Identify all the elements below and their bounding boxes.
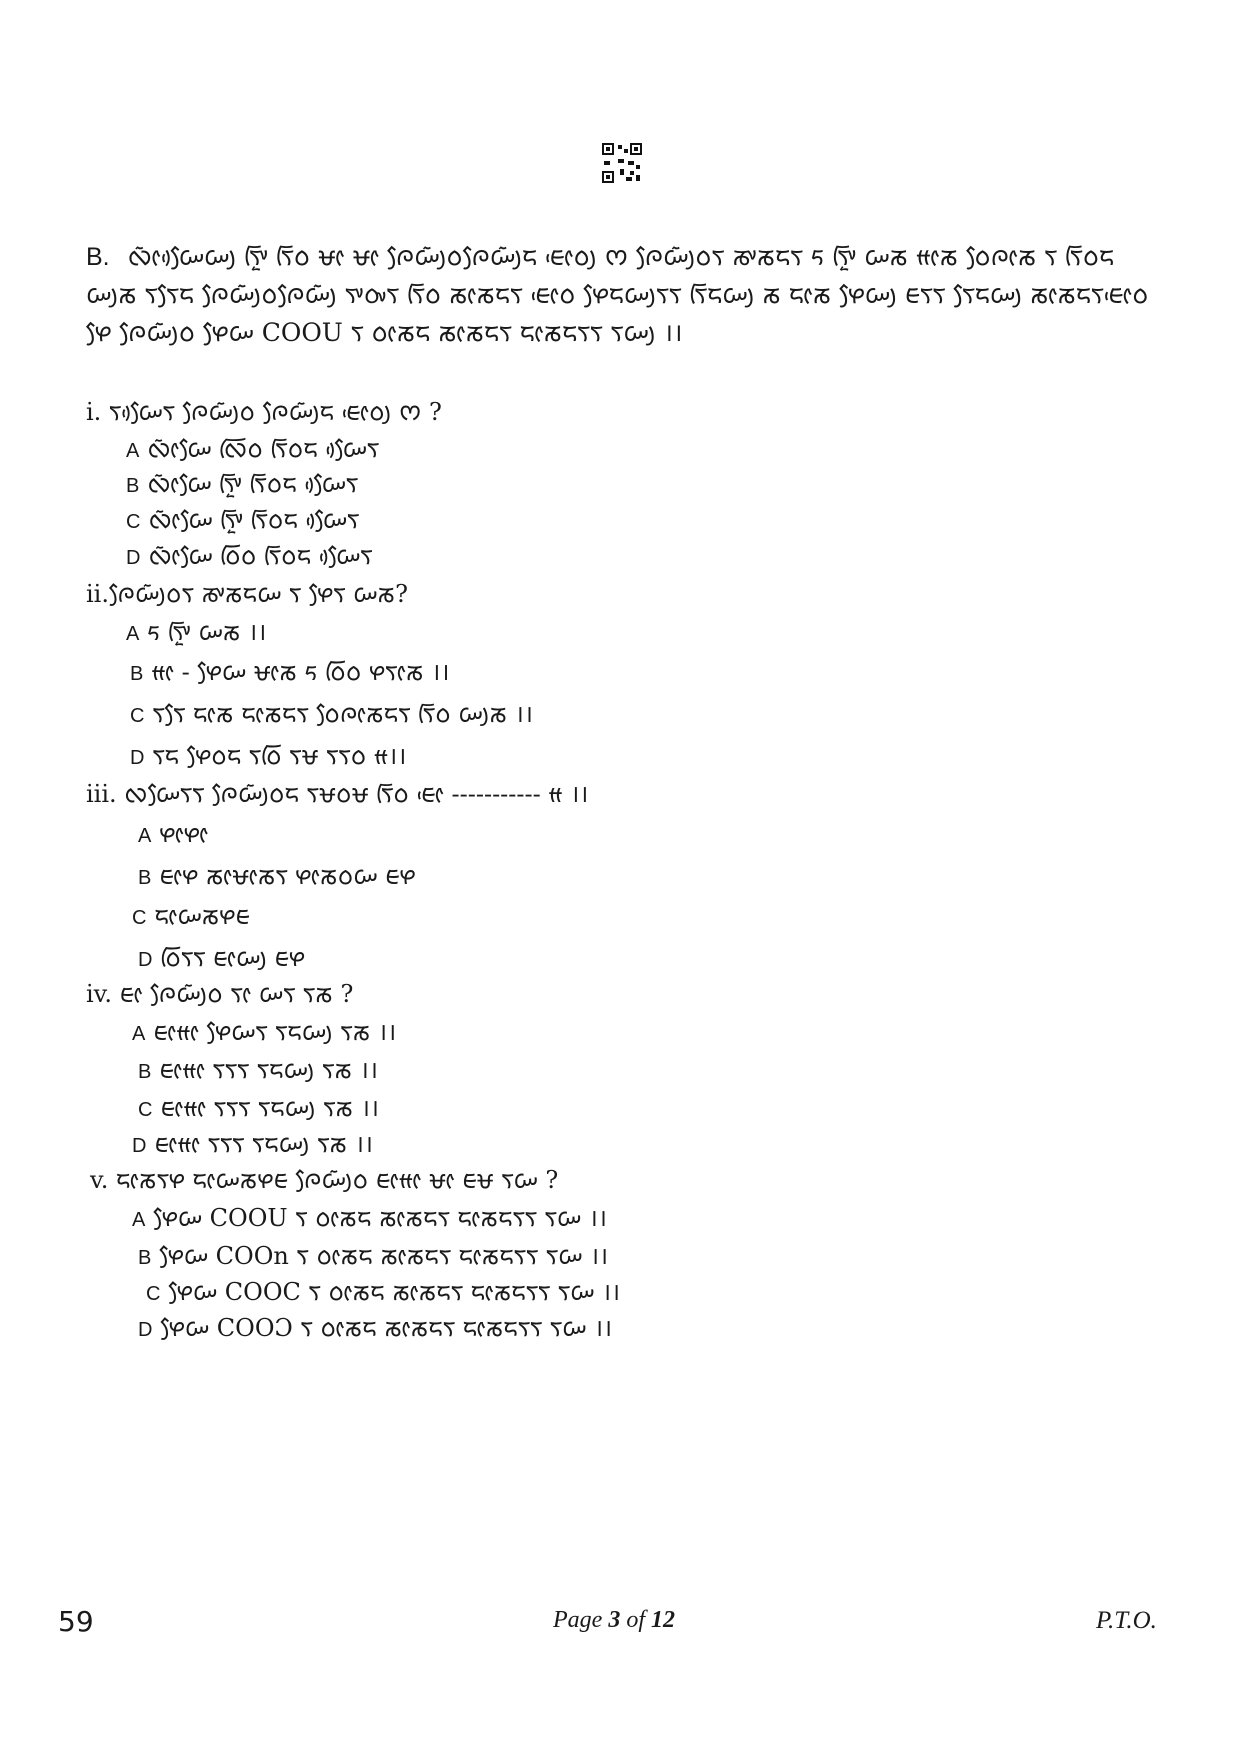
option-iv-b[interactable] — [138, 1052, 378, 1089]
option-text: ᰏᰦᰠᰕᰋᰀ — [154, 902, 250, 930]
question-text: ᰍᰧᰠᰪᰶᰓᰛ ᰕᰤᰕᰏᰠ ᰛ ᰋᰧᰛ ᰠᰕ? — [108, 580, 409, 608]
page-current: 3 — [608, 1607, 621, 1633]
question-label: iii. — [86, 780, 117, 808]
question-text: ᰀᰦ ᰍᰧᰠᰪᰶᰓ ᰛᰦ ᰠᰛ ᰛᰕ ? — [119, 980, 354, 1008]
option-letter: A — [126, 623, 140, 645]
option-letter: A — [138, 825, 152, 847]
option-text: ᰋᰧᰠ COOn ᰛ ᰓᰦᰕᰏ ᰕᰦᰕᰏᰛ ᰏᰦᰕᰏᰛᰛ ᰛᰠ ।। — [159, 1242, 609, 1270]
option-letter: C — [132, 907, 147, 929]
option-letter: D — [138, 949, 153, 971]
option-letter: B — [138, 867, 152, 889]
option-i-d[interactable] — [126, 538, 372, 575]
option-i-c[interactable] — [126, 502, 359, 539]
question-iv — [86, 976, 353, 1013]
option-letter: C — [146, 1283, 161, 1305]
option-v-b[interactable] — [138, 1238, 608, 1275]
please-turn-over: P.T.O. — [1096, 1607, 1157, 1634]
option-iii-d[interactable] — [138, 940, 305, 977]
page-of: of — [626, 1607, 645, 1633]
option-letter: B — [130, 663, 144, 685]
option-ii-d[interactable] — [130, 738, 406, 775]
option-letter: D — [132, 1135, 147, 1157]
option-text: ᰋᰧᰠ COOU ᰛ ᰓᰦᰕᰏ ᰕᰦᰕᰏᰛ ᰏᰦᰕᰏᰛᰛ ᰛᰠ ।। — [153, 1204, 607, 1232]
option-ii-a[interactable] — [126, 614, 266, 651]
option-text: ᰜᰦᰶᰠᰧ ᰛᰤᰩᰬ ᰛᰩᰓᰏ ᰠᰧᰴᰛ — [148, 506, 360, 534]
option-text: ᰜᰦᰶᰠᰧ ᰛᰤᰩᰬ ᰛᰩᰓᰏ ᰠᰧᰴᰛ — [147, 470, 359, 498]
question-text: ᰛᰠᰧᰴᰛ ᰍᰧᰠᰪᰶᰓ ᰍᰧᰠᰪᰶᰏ ᰀᰦᰵᰓᰪ ᰔ ? — [108, 398, 442, 426]
question-iii — [86, 776, 588, 813]
passage-label: B. — [86, 243, 110, 271]
option-text: ᰀᰦᰋ ᰕᰦᰝᰦᰕᰛ ᰋᰦᰕᰓᰠ ᰀᰋ — [159, 862, 416, 890]
option-text: ᰀᰦᰙᰦ ᰋᰧᰠᰛ ᰛᰏᰠᰪ ᰛᰕ ।। — [153, 1018, 397, 1046]
question-label: v. — [90, 1166, 109, 1194]
option-iv-a[interactable] — [132, 1014, 396, 1051]
option-text: ᰀᰦᰙᰦ ᰛᰛᰛ ᰛᰏᰠᰪ ᰛᰕ ।। — [159, 1056, 378, 1084]
option-v-a[interactable] — [132, 1200, 607, 1237]
option-letter: C — [138, 1099, 153, 1121]
page-total: 12 — [650, 1607, 675, 1633]
option-i-b[interactable] — [126, 466, 358, 503]
option-text: ᰙᰦ - ᰋᰧᰠ ᰝᰦᰕ ᰁ ᰓᰩᰓ ᰋᰛᰦᰕ ।। — [151, 658, 450, 686]
option-iv-c[interactable] — [138, 1090, 379, 1127]
option-letter: B — [138, 1247, 152, 1269]
option-iii-a[interactable] — [138, 816, 208, 853]
passage-text: ᰜᰦᰶᰠᰧᰴᰠᰪ ᰛᰤᰩᰬ ᰛᰩᰓ ᰝᰦ ᰝᰦ ᰍᰧᰠᰪᰶᰓᰍᰧᰠᰪᰶᰏ ᰀᰦᰵᰓᰪ ᰔ ᰍᰧᰠᰪᰶᰓᰛ ᰕᰤᰕᰏᰛ ᰁ ᰛᰤᰩᰬ ᰠᰕ ᰙᰦᰕ ᰓᰧᰍᰦᰕ ᰛ ᰛᰩᰓᰏ ᰠᰪᰕ ᰛᰛᰧᰏ ᰍᰧᰠᰪᰶᰓᰍᰧᰠᰪᰶ ᰛᰤᰓᰤᰛ ᰛᰩᰓ ᰕᰦᰕᰏᰛ ᰀᰦᰵᰓ ᰋᰧᰏᰠᰪᰛᰛ ᰛᰩᰏᰠᰪ ᰕ ᰏᰦᰕ ᰋᰧᰠᰪ ᰀᰛᰛ ᰛᰧᰏᰠᰪ ᰕᰦᰕᰏᰛᰀᰦᰵᰓ ᰋᰧ ᰍᰧᰠᰪᰶᰓ ᰋᰧᰠ COOU ᰛ ᰓᰦᰕᰏ ᰕᰦᰕᰏᰛ ᰏᰦᰕᰏᰛᰛ ᰛᰠᰪ ।। — [86, 242, 1149, 347]
option-text: ᰛᰛᰧ ᰏᰦᰕ ᰏᰦᰕᰏᰛ ᰓᰧᰍᰦᰕᰏᰛ ᰛᰩᰓ ᰠᰪᰕ ।। — [152, 700, 533, 728]
question-ii — [86, 576, 408, 613]
question-label: i. — [86, 398, 102, 426]
option-text: ᰓᰩᰛᰛ ᰀᰦᰠᰪ ᰀᰋ — [160, 944, 305, 972]
option-ii-b[interactable] — [130, 654, 449, 691]
option-letter: D — [138, 1319, 153, 1341]
option-letter: B — [138, 1061, 152, 1083]
option-text: ᰜᰦᰶᰠᰧ ᰓᰩᰓ ᰛᰩᰓᰏ ᰠᰧᰴᰛ — [148, 542, 373, 570]
page-number — [553, 1607, 675, 1634]
option-text: ᰋᰦᰋᰦ — [159, 820, 209, 848]
option-letter: B — [126, 475, 140, 497]
page-prefix: Page — [553, 1607, 603, 1633]
option-ii-c[interactable] — [130, 696, 533, 733]
option-v-d[interactable] — [138, 1310, 612, 1347]
qr-code-icon — [602, 143, 642, 183]
option-text: ᰀᰦᰙᰦ ᰛᰛᰛ ᰛᰏᰠᰪ ᰛᰕ ।। — [154, 1130, 374, 1158]
passage — [86, 238, 1166, 352]
question-i — [86, 394, 442, 431]
option-iv-d[interactable] — [132, 1126, 373, 1163]
option-v-c[interactable] — [146, 1274, 620, 1311]
option-text: ᰀᰦᰙᰦ ᰛᰛᰛ ᰛᰏᰠᰪ ᰛᰕ ।। — [160, 1094, 380, 1122]
question-text: ᰜᰠᰧᰛᰛ ᰍᰧᰠᰪᰶᰓᰏ ᰛᰝᰓᰝ ᰛᰩᰓ ᰀᰦᰵ ----------- ᰙ ।। — [124, 780, 589, 808]
option-letter: A — [132, 1023, 146, 1045]
option-text: ᰋᰧᰠ COOƆ ᰛ ᰓᰦᰕᰏ ᰕᰦᰕᰏᰛ ᰏᰦᰕᰏᰛᰛ ᰛᰠ ।। — [160, 1314, 613, 1342]
question-label: iv. — [86, 980, 113, 1008]
option-text: ᰋᰧᰠ COOC ᰛ ᰓᰦᰕᰏ ᰕᰦᰕᰏᰛ ᰏᰦᰕᰏᰛᰛ ᰛᰠ ।। — [168, 1278, 621, 1306]
question-label: ii. — [86, 580, 109, 608]
option-letter: A — [132, 1209, 146, 1231]
option-letter: C — [126, 511, 141, 533]
option-letter: D — [130, 747, 145, 769]
option-letter: C — [130, 705, 145, 727]
question-text: ᰏᰦᰕᰛᰋ ᰏᰦᰠᰕᰋᰀ ᰍᰧᰠᰪᰶᰓ ᰀᰦᰙᰦ ᰝᰦ ᰀᰝ ᰛᰠ ? — [115, 1166, 559, 1194]
option-text: ᰜᰦᰶᰠᰧ ᰜᰩᰓ ᰛᰩᰓᰏ ᰠᰧᰴᰛ — [147, 435, 380, 463]
option-iii-b[interactable] — [138, 858, 416, 895]
option-text: ᰛᰏ ᰋᰧᰓᰏ ᰛᰓᰩ ᰛᰝ ᰛᰛᰓ ᰙ।। — [152, 742, 407, 770]
option-iii-c[interactable] — [132, 898, 250, 935]
paper-code: 59 — [58, 1605, 94, 1638]
option-letter: D — [126, 547, 141, 569]
question-v — [90, 1162, 558, 1199]
option-text: ᰁ ᰛᰤᰩᰬ ᰠᰕ ।। — [147, 618, 267, 646]
option-letter: A — [126, 440, 140, 462]
option-i-a[interactable] — [126, 431, 379, 468]
